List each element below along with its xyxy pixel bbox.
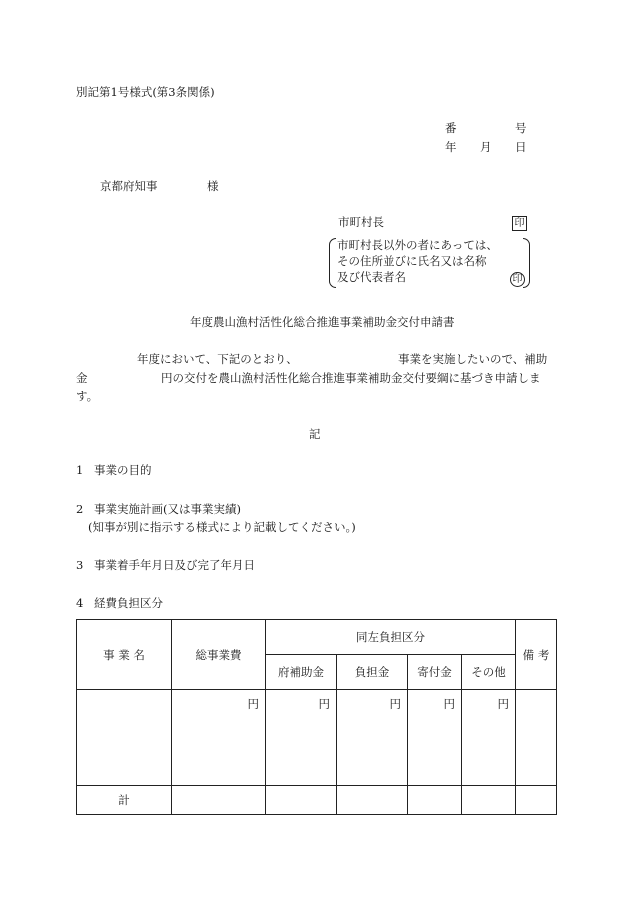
addressee-title: 京都府知事 — [100, 179, 158, 193]
body-line-1b: 事業を実施したいので、補助 — [398, 352, 548, 366]
header-project-name: 事 業 名 — [77, 620, 172, 690]
cell-total-cost[interactable]: 円 — [172, 690, 266, 786]
body-line-2b: 円の交付を農山漁村活性化総合推進事業補助金交付要綱に基づき申請しま — [161, 371, 541, 385]
header-donation: 寄付金 — [408, 655, 462, 690]
total-remarks-cell[interactable] — [516, 786, 557, 815]
mayor-seal: 印 — [512, 216, 527, 231]
body-line-1a: 年度において、下記のとおり、 — [137, 352, 298, 366]
other-applicant-line-1: 市町村長以外の者にあっては、 — [337, 238, 498, 252]
cell-remarks[interactable] — [516, 690, 557, 786]
total-prefecture-subsidy-cell[interactable] — [266, 786, 337, 815]
item-3-number: 3 — [76, 558, 84, 572]
item-2-number: 2 — [76, 502, 84, 516]
form-label: 別記第1号様式(第3条関係) — [76, 85, 215, 99]
total-burden-cell[interactable] — [337, 786, 408, 815]
total-label: 計 — [77, 786, 172, 815]
number-ban: 番 — [445, 121, 457, 135]
bracket-left — [329, 238, 336, 288]
date-year: 年 — [445, 140, 457, 154]
item-2-text: 事業実施計画(又は事業実績) — [94, 502, 241, 516]
item-1-number: 1 — [76, 463, 84, 477]
other-applicant-line-2: その住所並びに氏名又は名称 — [337, 254, 487, 268]
body-line-3: す。 — [76, 389, 99, 403]
cell-prefecture-subsidy[interactable]: 円 — [266, 690, 337, 786]
document-title: 年度農山漁村活性化総合推進事業補助金交付申請書 — [190, 315, 455, 329]
other-applicant-line-3: 及び代表者名 — [337, 270, 406, 284]
cell-burden[interactable]: 円 — [337, 690, 408, 786]
cell-other[interactable]: 円 — [462, 690, 516, 786]
header-prefecture-subsidy: 府補助金 — [266, 655, 337, 690]
ki-heading: 記 — [309, 427, 321, 441]
body-line-2a: 金 — [76, 371, 88, 385]
table-total-row — [77, 786, 557, 815]
date-day: 日 — [515, 140, 527, 154]
header-breakdown: 同左負担区分 — [266, 620, 516, 655]
table-row — [77, 690, 557, 786]
item-2-note: (知事が別に指示する様式により記載してください。) — [88, 520, 356, 534]
cost-breakdown-table — [76, 619, 557, 815]
mayor-label: 市町村長 — [338, 215, 384, 229]
total-donation-cell[interactable] — [408, 786, 462, 815]
header-burden: 負担金 — [337, 655, 408, 690]
representative-seal: 印 — [510, 272, 525, 287]
item-4-number: 4 — [76, 596, 84, 610]
total-other-cell[interactable] — [462, 786, 516, 815]
total-cost-cell[interactable] — [172, 786, 266, 815]
header-remarks: 備 考 — [516, 620, 557, 690]
date-month: 月 — [480, 140, 492, 154]
cell-donation[interactable]: 円 — [408, 690, 462, 786]
table-header-row — [77, 620, 557, 655]
header-other: その他 — [462, 655, 516, 690]
header-total-cost: 総事業費 — [172, 620, 266, 690]
item-4-text: 経費負担区分 — [94, 596, 163, 610]
number-go: 号 — [515, 121, 527, 135]
cell-project-name[interactable] — [77, 690, 172, 786]
item-3-text: 事業着手年月日及び完了年月日 — [94, 558, 255, 572]
addressee-honorific: 様 — [207, 179, 219, 193]
item-1-text: 事業の目的 — [94, 463, 152, 477]
